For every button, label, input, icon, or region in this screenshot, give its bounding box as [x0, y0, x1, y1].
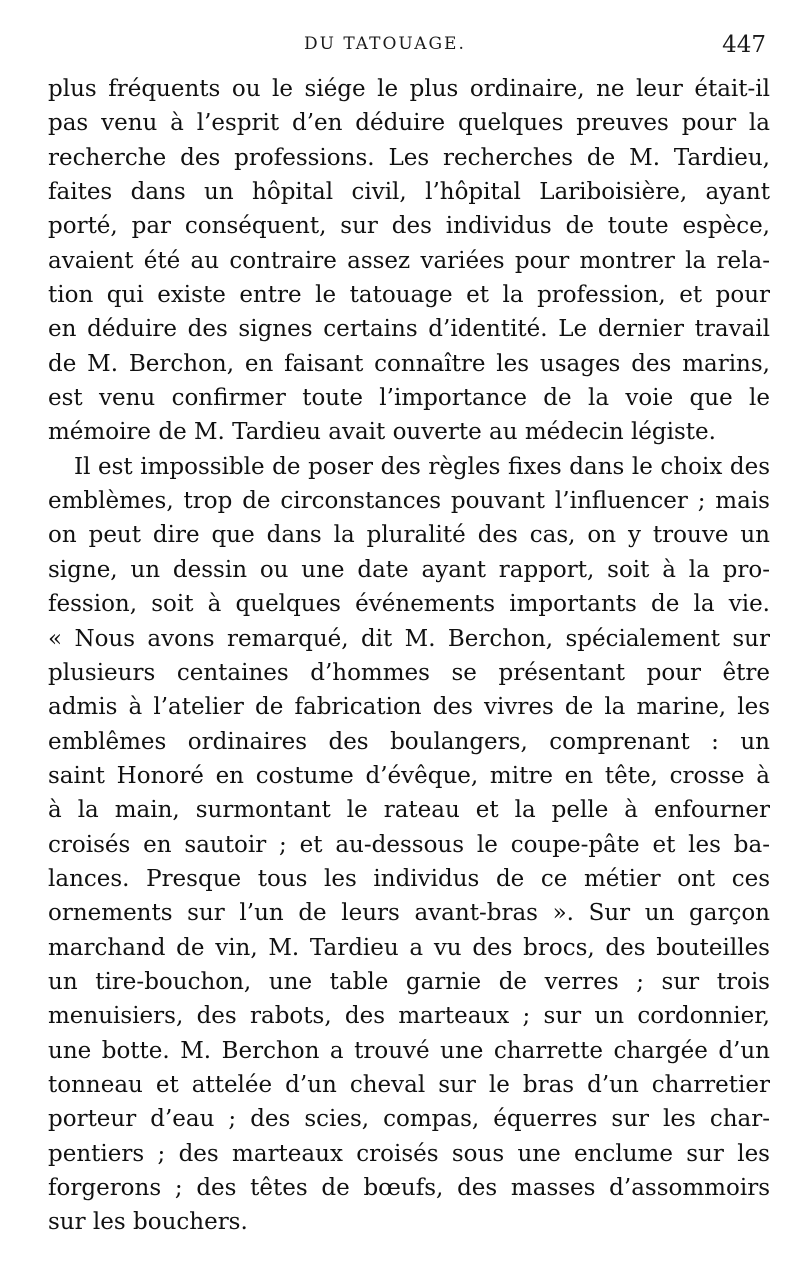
- text-line: ornements sur l’un de leurs avant-bras ». Sur un garçon: [48, 900, 770, 927]
- text-line: en déduire des signes certains d’identité. Le dernier travail: [48, 316, 770, 343]
- text-line: saint Honoré en costume d’évêque, mitre en tête, crosse à: [48, 762, 770, 789]
- text-line: marchand de vin, M. Tardieu a vu des brocs, des bouteilles: [48, 934, 770, 961]
- text-line: de M. Berchon, en faisant connaître les usages des marins,: [48, 350, 770, 377]
- page-number: 447: [722, 32, 766, 58]
- text-line: à la main, surmontant le rateau et la pelle à enfourner: [48, 797, 770, 824]
- text-line: tonneau et attelée d’un cheval sur le bras d’un charretier: [48, 1071, 770, 1098]
- text-line: forgerons ; des têtes de bœufs, des masses d’assommoirs: [48, 1175, 770, 1201]
- text-line: lances. Presque tous les individus de ce métier ont ces: [48, 865, 770, 892]
- text-line: avaient été au contraire assez variées pour montrer la rela-: [48, 247, 770, 274]
- text-line: sur les bouchers.: [48, 1209, 248, 1236]
- paragraph-1: [48, 72, 770, 450]
- body-text: [48, 72, 770, 1240]
- text-line: fession, soit à quelques événements importants de la vie.: [48, 591, 770, 618]
- text-line: emblèmes, trop de circonstances pouvant l’influencer ; mais: [48, 488, 770, 515]
- text-line: pentiers ; des marteaux croisés sous une enclume sur les: [48, 1140, 770, 1167]
- text-line: est venu confirmer toute l’importance de la voie que le: [48, 385, 770, 412]
- text-line: plus fréquents ou le siége le plus ordinaire, ne leur était-il: [48, 76, 770, 102]
- text-line: mémoire de M. Tardieu avait ouverte au médecin légiste.: [48, 419, 716, 446]
- text-line: une botte. M. Berchon a trouvé une charrette chargée d’un: [48, 1037, 770, 1064]
- running-head: [0, 30, 800, 60]
- text-line: croisés en sautoir ; et au-dessous le coupe-pâte et les ba-: [48, 831, 770, 858]
- text-line: pas venu à l’esprit d’en déduire quelques preuves pour la: [48, 110, 770, 137]
- text-line: signe, un dessin ou une date ayant rapport, soit à la pro-: [48, 556, 770, 583]
- text-line: tion qui existe entre le tatouage et la profession, et pour: [48, 282, 770, 309]
- text-line: un tire-bouchon, une table garnie de verres ; sur trois: [48, 968, 770, 995]
- text-line: faites dans un hôpital civil, l’hôpital Lariboisière, ayant: [48, 179, 770, 206]
- text-line: recherche des professions. Les recherches de M. Tardieu,: [48, 144, 770, 171]
- text-line: emblêmes ordinaires des boulangers, comprenant : un: [48, 728, 770, 755]
- text-line: Il est impossible de poser des règles fixes dans le choix des: [74, 453, 770, 480]
- text-line: « Nous avons remarqué, dit M. Berchon, spécialement sur: [48, 625, 770, 652]
- text-line: admis à l’atelier de fabrication des vivres de la marine, les: [48, 694, 770, 721]
- running-title: DU TATOUAGE.: [304, 34, 466, 54]
- text-line: on peut dire que dans la pluralité des cas, on y trouve un: [48, 522, 770, 549]
- text-line: porté, par conséquent, sur des individus de toute espèce,: [48, 213, 770, 240]
- text-line: porteur d’eau ; des scies, compas, équerres sur les char-: [48, 1106, 770, 1133]
- paragraph-2: [48, 450, 770, 1240]
- text-line: menuisiers, des rabots, des marteaux ; sur un cordonnier,: [48, 1003, 770, 1030]
- text-line: plusieurs centaines d’hommes se présentant pour être: [48, 659, 770, 686]
